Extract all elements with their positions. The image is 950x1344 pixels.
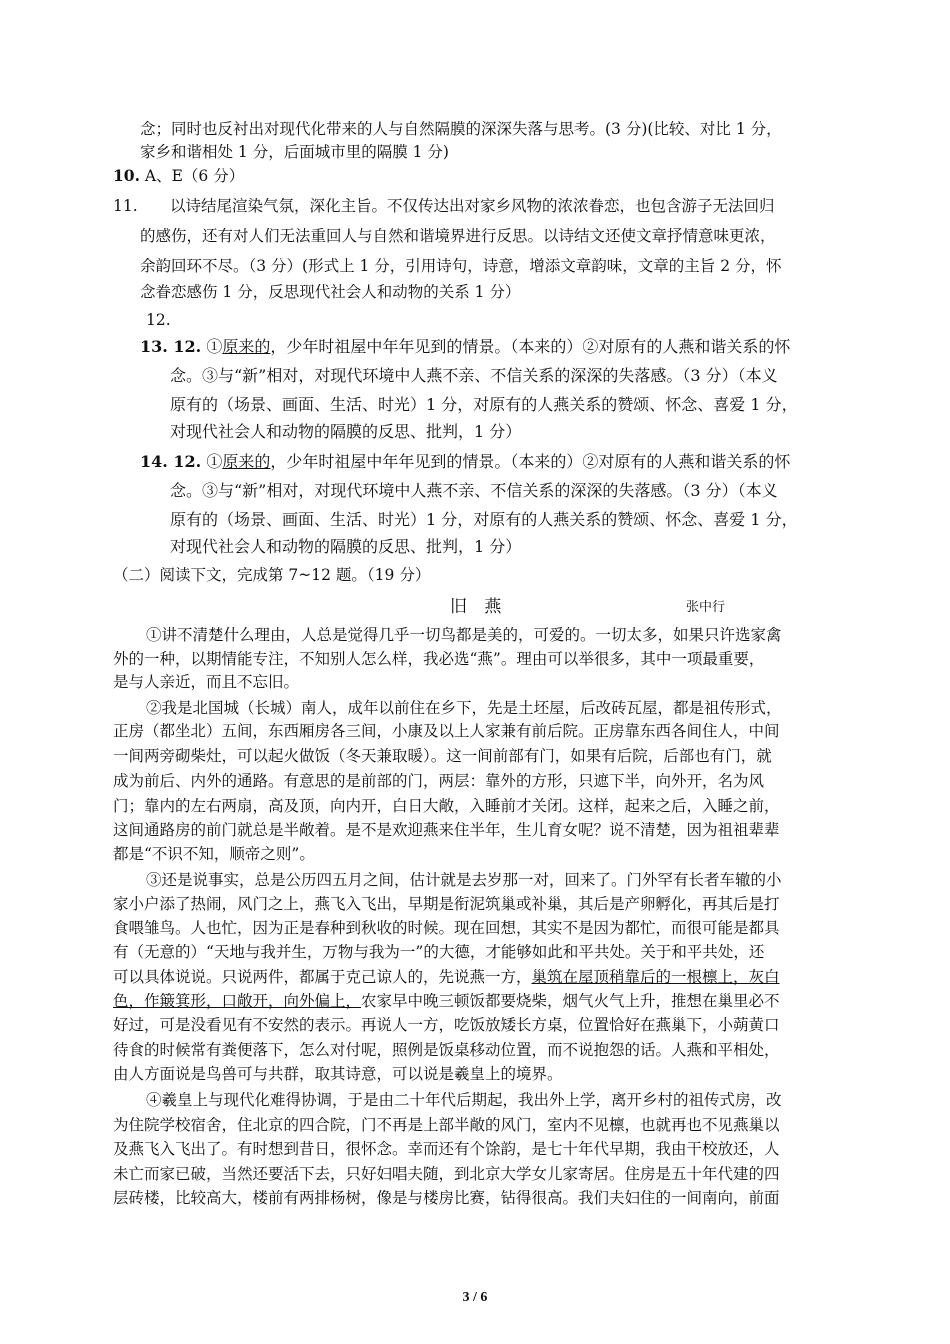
q13-label: 13. 12. bbox=[140, 337, 202, 356]
q13-line-1-rest: ，少年时祖屋中年年见到的情景。（本来的）②对原有的人燕和谐关系的怀 bbox=[270, 337, 791, 356]
p3-line-5 bbox=[113, 966, 780, 988]
q9-answer-line-2: 家乡和谐相处 1 分，后面城市里的隔膜 1 分) bbox=[140, 143, 449, 161]
q11-line-1: 以诗结尾渲染气氛，深化主旨。不仅传达出对家乡风物的浓浓眷恋，也包含游子无法回归 bbox=[170, 197, 775, 215]
p3-line-1: ③还是说事实，总是公历四五月之间，估计就是去岁那一对，回来了。门外罕有长者车辙的小 bbox=[146, 871, 782, 889]
article-author: 张中行 bbox=[686, 600, 726, 615]
p4-line-2: 为住院学校宿舍，住北京的四合院，门不再是上部半敞的风门，室内不见檩，也就再也不见燕巢以 bbox=[113, 1116, 780, 1134]
q11-line-3: 余韵回环不尽。（3 分）(形式上 1 分，引用诗句，诗意，增添文章韵味，文章的主旨 2 分，怀 bbox=[140, 257, 782, 275]
q10-label: 10. bbox=[113, 166, 140, 185]
p3-line-7: 好过，可是没看见有不安然的表示。再说人一方，吃饭放矮长方桌，位置恰好在燕巢下，小蒴黄口 bbox=[113, 1016, 780, 1034]
p2-line-7: 都是“不识不知，顺帝之则”。 bbox=[113, 845, 315, 863]
p1-line-2: 外的一种，以期情能专注，不知别人怎么样，我必选“燕”。理由可以举很多，其中一项最重要， bbox=[113, 650, 765, 668]
q11-label: 11. bbox=[113, 197, 138, 215]
article-title: 旧 燕 bbox=[450, 597, 508, 617]
p3-line-5-text: 可以具体说说。只说两件，都属于克己谅人的，先说燕一方， bbox=[113, 968, 532, 986]
q12-label: 12. bbox=[146, 311, 171, 329]
q14-underlined-term: 原来的 bbox=[222, 452, 271, 471]
q14-answer-line-2: 念。③与“新”相对，对现代环境中人燕不亲、不信关系的深深的失落感。（3 分）（本义 bbox=[170, 481, 778, 500]
p2-line-1: ②我是北国城（长城）南人，成年以前住在乡下，先是土坯屋，后改砖瓦屋，都是祖传形式， bbox=[146, 699, 782, 717]
p2-line-5: 门；靠内的左右两扇，高及顶，向内开，白日大敞，入睡前才关闭。这样，起来之后，入睡之前， bbox=[113, 797, 780, 815]
q14-circle: ① bbox=[201, 452, 223, 471]
q13-circle: ① bbox=[201, 337, 223, 356]
p4-line-5: 层砖楼，比较高大，楼前有两排杨树，像是与楼房比赛，钻得很高。我们夫妇住的一间南向，前面 bbox=[113, 1189, 780, 1207]
p3-line-2: 家小户添了热闹，风门之上，燕飞入飞出，早期是衔泥筑巢或补巢，其后是产卵孵化，再其后是打 bbox=[113, 895, 780, 913]
p1-line-3: 是与人亲近，而且不忘旧。 bbox=[113, 673, 300, 691]
p1-line-1: ①讲不清楚什么理由，人总是觉得几乎一切鸟都是美的，可爱的。一切太多，如果只许选家禽 bbox=[146, 626, 782, 644]
p2-line-6: 这间通路房的前门就总是半敞着。是不是欢迎燕来住半年，生儿育女呢？说不清楚，因为祖祖辈辈 bbox=[113, 821, 780, 839]
q14-answer-line-4: 对现代社会人和动物的隔膜的反思、批判，1 分） bbox=[170, 537, 522, 556]
p2-line-2: 正房（都坐北）五间，东西厢房各三间，小康及以上人家兼有前后院。正房靠东西各间住人，中间 bbox=[113, 722, 780, 740]
q9-answer-line-1: 念；同时也反衬出对现代化带来的人与自然隔膜的深深失落与思考。(3 分)(比较、对比 1 分， bbox=[140, 120, 782, 138]
p4-line-3: 及燕飞入飞出了。有时想到昔日，很怀念。幸而还有个馀韵，是七十年代早期，我由干校放还，人 bbox=[113, 1140, 780, 1158]
p4-line-1: ④羲皇上与现代化难得协调，于是由二十年代后期起，我出外上学，离开乡村的祖传式房，改 bbox=[146, 1091, 782, 1109]
p3-underlined-1: 巢筑在屋顶稍靠后的一根檩上，灰白 bbox=[531, 968, 780, 986]
page-number: 3 / 6 bbox=[462, 1290, 488, 1305]
q13-answer-line-3: 原有的（场景、画面、生活、时光）1 分，对原有的人燕关系的赞颂、怀念、喜爱 1 分， bbox=[170, 395, 798, 414]
q14-answer-line-1 bbox=[140, 451, 790, 473]
p3-underlined-2: 色，作簸箕形，口敞开，向外偏上， bbox=[113, 992, 362, 1010]
p4-line-4: 未亡而家已破，当然还要活下去，只好妇唱夫随，到北京大学女儿家寄居。住房是五十年代建的四 bbox=[113, 1165, 780, 1183]
q10-answer bbox=[113, 165, 244, 187]
q14-label: 14. 12. bbox=[140, 452, 202, 471]
p3-line-8: 待食的时候常有粪便落下，怎么对付呢，照例是饭桌移动位置，而不说抱怨的话。人燕和平相处， bbox=[113, 1041, 780, 1059]
p2-line-3: 一间两旁砌柴灶，可以起火做饭（冬天兼取暖）。这一间前部有门，如果有后院，后部也有门，就 bbox=[113, 747, 772, 765]
q11-line-2: 的感伤，还有对人们无法重回人与自然和谐境界进行反思。以诗结文还使文章抒情意味更浓， bbox=[140, 227, 776, 245]
p3-line-3: 食喂雏鸟。人也忙，因为正是春种到秋收的时候。现在回想，其实不是因为都忙，而很可能是都具 bbox=[113, 919, 780, 937]
p3-line-6 bbox=[113, 990, 780, 1012]
q11-line-4: 念眷恋感伤 1 分，反思现代社会人和动物的关系 1 分） bbox=[140, 283, 521, 301]
p3-line-4: 有（无意的）“天地与我并生，万物与我为一”的大德，才能够如此和平共处。关于和平共处，还 bbox=[113, 943, 765, 961]
q14-line-1-rest: ，少年时祖屋中年年见到的情景。（本来的）②对原有的人燕和谐关系的怀 bbox=[270, 452, 791, 471]
section-heading: （二）阅读下文，完成第 7~12 题。（19 分） bbox=[113, 566, 431, 584]
p2-line-4: 成为前后、内外的通路。有意思的是前部的门，两层：靠外的方形，只遮下半，向外开，名为风 bbox=[113, 772, 765, 790]
q14-answer-line-3: 原有的（场景、画面、生活、时光）1 分，对原有的人燕关系的赞颂、怀念、喜爱 1 分， bbox=[170, 510, 798, 529]
p3-line-9: 由人方面说是鸟兽可与共群，取其诗意，可以说是羲皇上的境界。 bbox=[113, 1065, 563, 1083]
q13-answer-line-2: 念。③与“新”相对，对现代环境中人燕不亲、不信关系的深深的失落感。（3 分）（本义 bbox=[170, 366, 778, 385]
p3-line-6-rest: 农家早中晚三顿饭都要烧柴，烟气火气上升，推想在巢里必不 bbox=[361, 992, 780, 1010]
q13-underlined-term: 原来的 bbox=[222, 337, 271, 356]
q13-answer-line-4: 对现代社会人和动物的隔膜的反思、批判，1 分） bbox=[170, 422, 522, 441]
q10-text: A、E（6 分） bbox=[139, 167, 245, 185]
q13-answer-line-1 bbox=[140, 336, 790, 358]
